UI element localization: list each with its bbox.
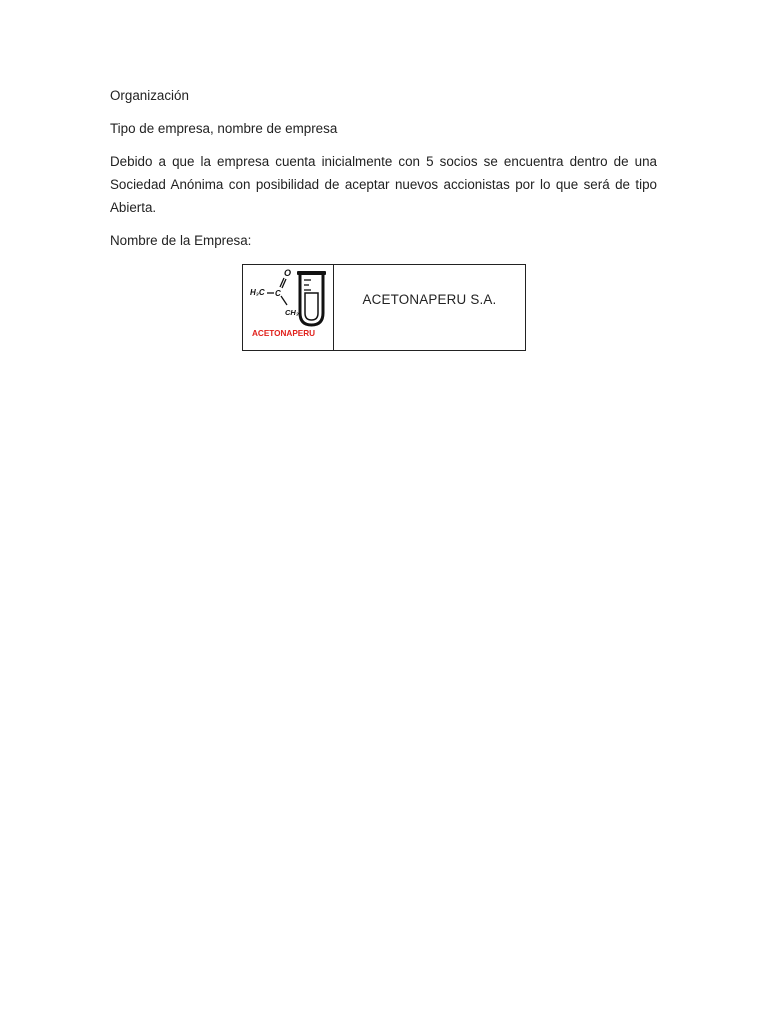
body-paragraph: Debido a que la empresa cuenta inicialmente con 5 socios se encuentra dentro de una Sociedad Anónima con posibilidad de aceptar nuevos accionistas por lo que será de tipo Abierta. [110,154,657,215]
tube-rim [297,271,326,275]
formula-h3c-text: H₃C [250,288,265,297]
formula-c-text: C [275,289,281,298]
logo-cell [243,265,334,351]
company-name: ACETONAPERU S.A. [362,292,497,307]
company-name-table [242,264,526,351]
section-subheading: Tipo de empresa, nombre de empresa [110,121,338,136]
tube-liquid [305,293,318,320]
section-heading: Organización [110,88,189,103]
bond-right [281,296,287,305]
formula-o-text: O [284,268,292,278]
company-name-cell [334,265,526,351]
company-name-label: Nombre de la Empresa: [110,233,252,248]
logo-wordmark: ACETONAPERU [252,329,316,338]
formula-ch3-text: CH₃ [285,308,299,317]
table-row [243,265,526,351]
document-body [110,84,657,262]
acetone-logo-icon [243,265,333,345]
